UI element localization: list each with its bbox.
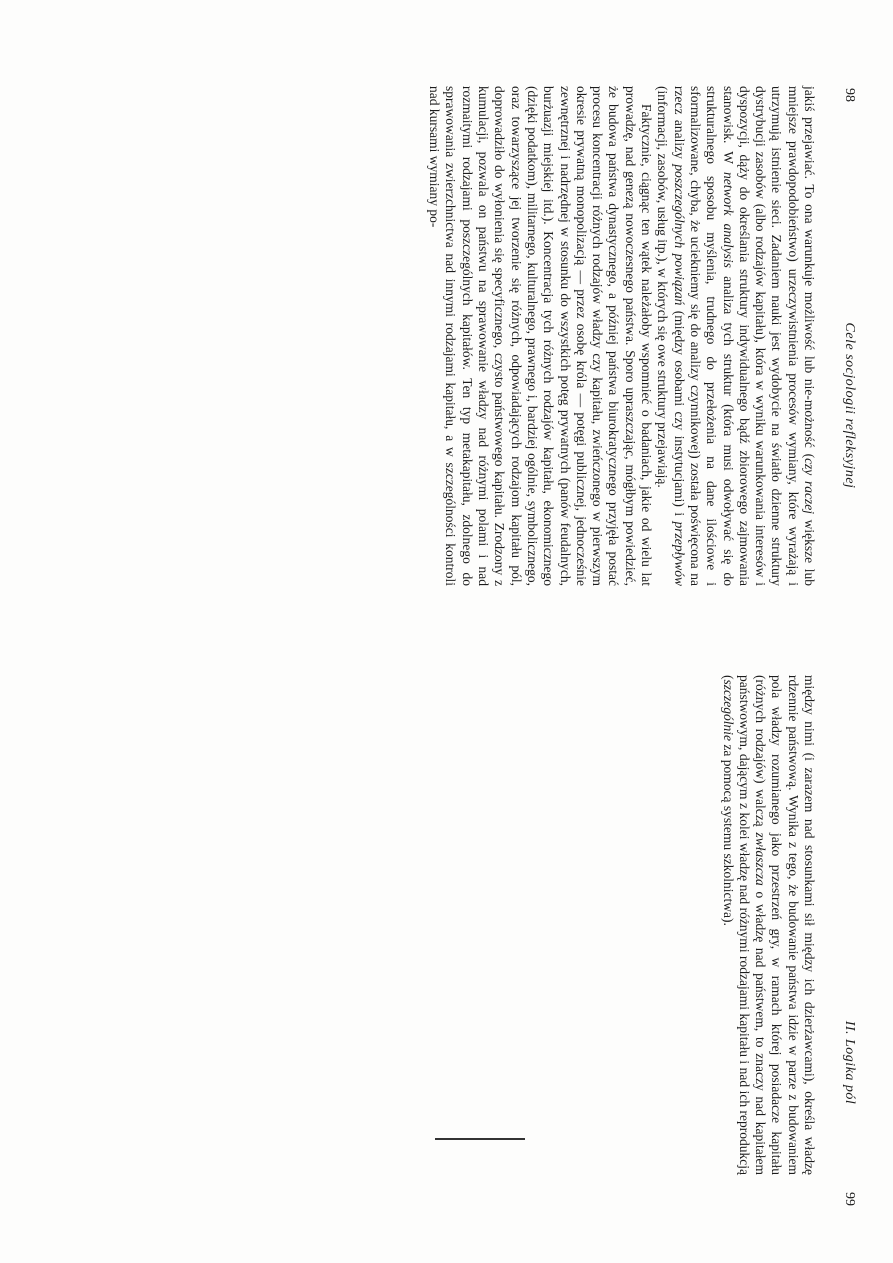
italic-phrase: zwłaszcza: [753, 832, 769, 886]
text-run: za pomocą systemu szkolnictwa).: [720, 741, 736, 926]
paragraph: [719, 675, 817, 1175]
italic-phrase: szczególnie: [720, 679, 736, 741]
left-body-text: [426, 86, 817, 586]
right-body-text: [719, 675, 817, 1175]
text-run: między nimi (i zarazem nad stosunkami sił między ich dzierżawcami), określa władzę rdzennie państwową. Wynika z tego, że budowanie państwa idzie w parze z budowaniem pola władzy rozumianego jako przestrzeń gry, w ramach której posiadacze kapitału (różnych rodzajów) walczą: [753, 675, 817, 1175]
italic-phrase: czy raczej: [802, 458, 817, 514]
text-run: Faktycznie, ciągnąc ten wątek należałoby wspomnieć o badaniach, jakie od wielu lat prowadzę, nad genezą nowoczesnego państwa. Sporo upraszczając, mógłbym powiedzieć, że budowa państwa dynastycznego, a później państwa biurokratycznego przyjęła postać procesu koncentracji różnych rodzajów władzy czy kapitału, zwieńczonego w pierwszym okresie prywatną monopolizacją — przez osobę króla — potęgi publicznej, jednocześnie zewnętrznej i nadrzędnej w stosunku do wszystkich potęg prywatnych (panów feudalnych, burżuazji miejskiej itd.). Koncentracja tych różnych rodzajów kapitału, ekonomicznego (dzięki podatkom), militarnego, kulturalnego, prawnego i, bardziej ogólnie, symbolicznego, oraz towarzyszące jej tworzenie się różnych, odpowiadających rodzajom kapitału pól, doprowadziło do wyłonienia się specyficznego, czysto państwowego kapitału. Zrodzony z kumulacji, pozwala on państwu na sprawowanie władzy nad różnymi polami i nad rozmaitymi rodzajami poszczególnych kapitałów. Ten typ metakapitału, zdolnego do sprawowania zwierzchnictwa nad innymi rodzajami kapitału, a w szczególności kontroli nad kursami wymiany po-: [427, 86, 655, 586]
left-page: [0, 0, 893, 631]
text-run: większe lub mniejsze prawdopodobieństwo) urzeczywistnienia procesów wymiany, które wyrażają i utrzymują istnienie sieci. Zadaniem nauki jest wydobycie na światło dzienne struktury dystrybucji zasobów (albo rodzajów kapitału), która w wyniku warunkowania interesów i dyspozycji, dąży do określania struktury indywidualnego bądź zbiorowego zajmowania stanowisk. W: [720, 86, 817, 586]
text-run: analiza tych struktur (która musi odwoływać się do strukturalnego sposobu myślenia, trudnego do przełożenia na dane ilościowe i sformalizowane, chyba, że uciekniemy się do analizy czynnikowej) została poświęcona na rzecz analizy: [671, 86, 736, 586]
italic-phrase: poszczególnych powiązań: [671, 164, 687, 306]
left-running-head: Cele socjologii refleksyjnej: [842, 322, 857, 489]
text-run: (informacji, zasobów, usług itp.), w których się owe struktury przejawiają.: [655, 86, 671, 488]
right-page-number: 99: [842, 1192, 857, 1206]
italic-phrase: network analysis: [720, 171, 736, 268]
text-run: (między osobami czy instytucjami) i: [671, 305, 687, 522]
paragraph: [426, 86, 654, 586]
footnote-separator-rule: [435, 1138, 525, 1140]
text-run: o władzę nad państwem, to znaczy nad kapitałem państwowym, dającym z kolei władzę nad różnymi rodzajami kapitału i nad ich reprodukcją (: [720, 675, 769, 1175]
left-page-number: 98: [842, 88, 857, 102]
text-run: jakiś przejawiać. To ona warunkuje możliwość lub nie-możność (: [802, 86, 817, 459]
right-running-head: II. Logika pól: [842, 1020, 857, 1105]
paragraph: [654, 86, 817, 586]
right-page: [0, 632, 893, 1263]
italic-phrase: przepływów: [671, 521, 687, 586]
